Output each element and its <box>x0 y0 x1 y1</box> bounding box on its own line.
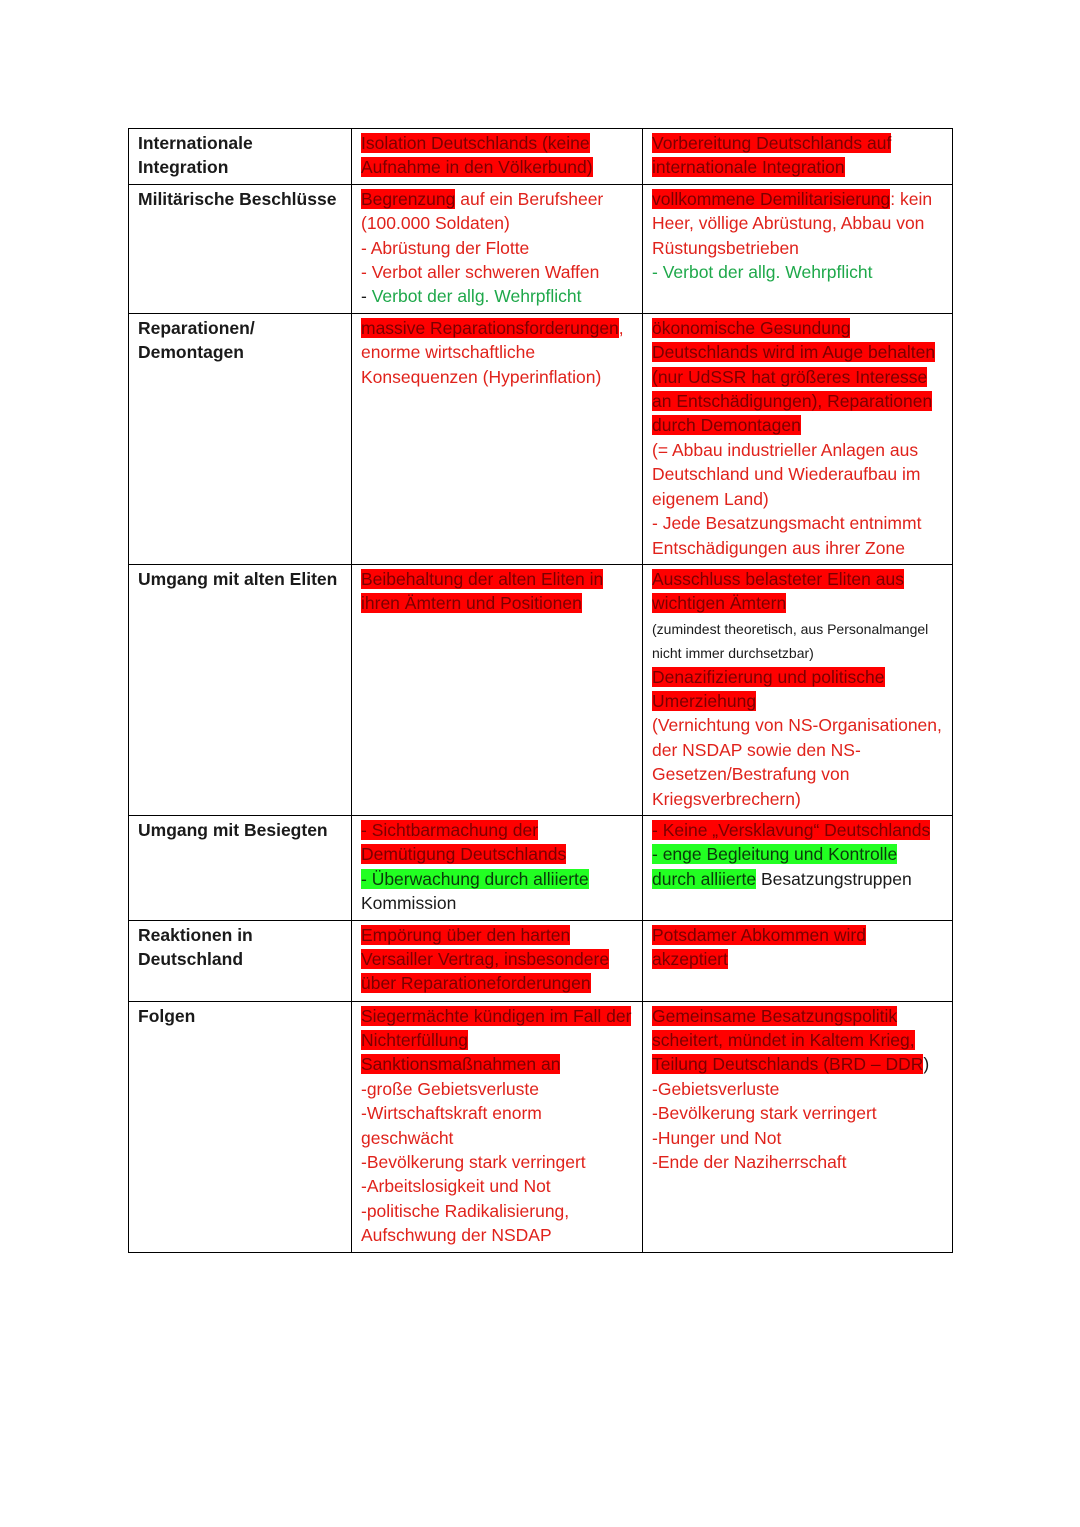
row-label-cell <box>129 184 352 313</box>
cell-text: - Abrüstung der Flotte <box>361 237 530 258</box>
potsdam-cell <box>643 815 953 920</box>
cell-line <box>652 1004 944 1077</box>
versailles-cell <box>352 129 643 185</box>
potsdam-cell <box>643 184 953 313</box>
row-label-cell <box>129 313 352 564</box>
table-row <box>129 920 953 1001</box>
highlighted-text: Denazifizierung und politische Umerziehung <box>652 666 885 711</box>
highlighted-text: - Keine „Versklavung“ Deutschlands <box>652 819 931 840</box>
cell-line <box>361 923 634 996</box>
versailles-cell <box>352 564 643 815</box>
row-label: Folgen <box>138 1005 196 1026</box>
cell-line <box>361 260 634 284</box>
cell-line <box>361 1150 634 1174</box>
row-label: Reparationen/ Demontagen <box>138 317 255 363</box>
highlighted-text: vollkommene Demilitarisierung <box>652 188 891 209</box>
cell-line <box>652 511 944 560</box>
highlighted-text: Isolation Deutschlands (keine Aufnahme in den Völkerbund) <box>361 133 593 178</box>
cell-line <box>652 665 944 714</box>
highlighted-text: Begrenzung <box>361 188 456 209</box>
highlighted-text: - Sichtbarmachung der Demütigung Deutschlands <box>361 819 567 865</box>
row-label: Umgang mit Besiegten <box>138 819 328 840</box>
row-label: Militärische Beschlüsse <box>138 188 337 209</box>
cell-line <box>652 1101 944 1125</box>
cell-text: - <box>361 286 372 307</box>
cell-text: -Bevölkerung stark verringert <box>652 1103 877 1124</box>
highlighted-text: Beibehaltung der alten Eliten in ihren Ämtern und Positionen <box>361 568 604 614</box>
table-row <box>129 313 953 564</box>
cell-line <box>361 867 634 916</box>
cell-line <box>361 131 634 180</box>
cell-text: , enorme wirtschaftliche Konsequenzen (Hyperinflation) <box>361 317 624 387</box>
versailles-cell <box>352 920 643 1001</box>
highlighted-text: - enge Begleitung und Kontrolle durch alliierte <box>652 844 898 889</box>
cell-line <box>361 284 634 308</box>
highlighted-text: ökonomische Gesundung Deutschlands wird im Auge behalten (nur UdSSR hat größeres Interesse an Entschädigungen), Reparationen durch Demontagen <box>652 317 936 436</box>
cell-line <box>652 438 944 511</box>
cell-text: -Bevölkerung stark verringert <box>361 1152 586 1173</box>
cell-line <box>652 260 944 284</box>
comparison-table <box>128 128 953 1253</box>
cell-text: (Vernichtung von NS-Organisationen, der NSDAP sowie den NS-Gesetzen/Bestrafung von Kriegsverbrechern) <box>652 715 942 809</box>
versailles-cell <box>352 313 643 564</box>
table-row <box>129 129 953 185</box>
cell-text: -Arbeitslosigkeit und Not <box>361 1176 551 1197</box>
cell-text: -Wirtschaftskraft enorm geschwächt <box>361 1103 542 1148</box>
row-label: Umgang mit alten Eliten <box>138 568 338 589</box>
cell-line <box>652 567 944 616</box>
cell-text: auf ein Berufsheer (100.000 Soldaten) <box>361 188 604 234</box>
cell-line <box>361 818 634 867</box>
cell-text: -Hunger und Not <box>652 1127 782 1148</box>
cell-line <box>652 1126 944 1150</box>
cell-text: : kein Heer, völlige Abrüstung, Abbau von Rüstungsbetrieben <box>652 188 933 258</box>
highlighted-text: Potsdamer Abkommen wird akzeptiert <box>652 924 866 969</box>
cell-line <box>361 236 634 260</box>
cell-line <box>361 567 634 616</box>
versailles-cell <box>352 815 643 920</box>
table-row <box>129 564 953 815</box>
versailles-cell <box>352 184 643 313</box>
cell-line <box>652 923 944 972</box>
cell-line <box>652 1077 944 1101</box>
cell-line <box>652 713 944 811</box>
potsdam-cell <box>643 564 953 815</box>
potsdam-cell <box>643 313 953 564</box>
cell-line <box>652 187 944 260</box>
highlighted-text: - Überwachung durch alliierte <box>361 868 589 889</box>
cell-line <box>652 131 944 180</box>
cell-text: -große Gebietsverluste <box>361 1078 539 1099</box>
table-row <box>129 815 953 920</box>
potsdam-cell <box>643 129 953 185</box>
cell-line <box>652 842 944 891</box>
cell-line <box>652 616 944 665</box>
cell-text: -politische Radikalisierung, Aufschwung der NSDAP <box>361 1200 570 1246</box>
versailles-cell <box>352 1001 643 1252</box>
table-row <box>129 1001 953 1252</box>
cell-line <box>361 1004 634 1077</box>
highlighted-text: Gemeinsame Besatzungspolitik scheitert, mündet in Kaltem Krieg, Teilung Deutschlands (BRD – DDR <box>652 1005 924 1075</box>
cell-line <box>361 1199 634 1248</box>
comparison-table-body <box>129 129 953 1253</box>
cell-line <box>652 818 944 842</box>
cell-text: -Ende der Naziherrschaft <box>652 1152 847 1173</box>
highlighted-text: massive Reparationsforderungen <box>361 317 619 338</box>
row-label-cell <box>129 920 352 1001</box>
cell-line <box>361 316 634 389</box>
cell-text: -Gebietsverluste <box>652 1078 780 1099</box>
cell-text: - Jede Besatzungsmacht entnimmt Entschädigungen aus ihrer Zone <box>652 513 922 558</box>
cell-line <box>652 1150 944 1174</box>
highlighted-text: Siegermächte kündigen im Fall der Nichterfüllung Sanktionsmaßnahmen an <box>361 1005 632 1075</box>
cell-text: - Verbot der allg. Wehrpflicht <box>652 262 873 283</box>
cell-text: Besatzungstruppen <box>756 868 912 889</box>
row-label-cell <box>129 564 352 815</box>
cell-text: Kommission <box>361 893 457 914</box>
cell-text: ) <box>923 1054 930 1075</box>
cell-line <box>652 316 944 438</box>
cell-text: (zumindest theoretisch, aus Personalmangel nicht immer durchsetzbar) <box>652 620 929 662</box>
cell-line <box>361 187 634 236</box>
highlighted-text: Ausschluss belasteter Eliten aus wichtigen Ämtern <box>652 568 904 614</box>
row-label: Reaktionen in Deutschland <box>138 924 253 969</box>
potsdam-cell <box>643 920 953 1001</box>
row-label-cell <box>129 815 352 920</box>
row-label-cell <box>129 129 352 185</box>
cell-line <box>361 1101 634 1150</box>
potsdam-cell <box>643 1001 953 1252</box>
cell-line <box>361 1174 634 1198</box>
highlighted-text: Empörung über den harten Versailler Vertrag, insbesondere über Reparationeforderungen <box>361 924 610 994</box>
cell-line <box>361 1077 634 1101</box>
table-row <box>129 184 953 313</box>
cell-text: Verbot der allg. Wehrpflicht <box>371 286 582 307</box>
cell-text: - Verbot aller schweren Waffen <box>361 262 600 283</box>
highlighted-text: Vorbereitung Deutschlands auf internationale Integration <box>652 133 892 178</box>
cell-text: (= Abbau industrieller Anlagen aus Deutschland und Wiederaufbau im eigenem Land) <box>652 439 921 509</box>
row-label-cell <box>129 1001 352 1252</box>
row-label: Internationale Integration <box>138 133 253 178</box>
